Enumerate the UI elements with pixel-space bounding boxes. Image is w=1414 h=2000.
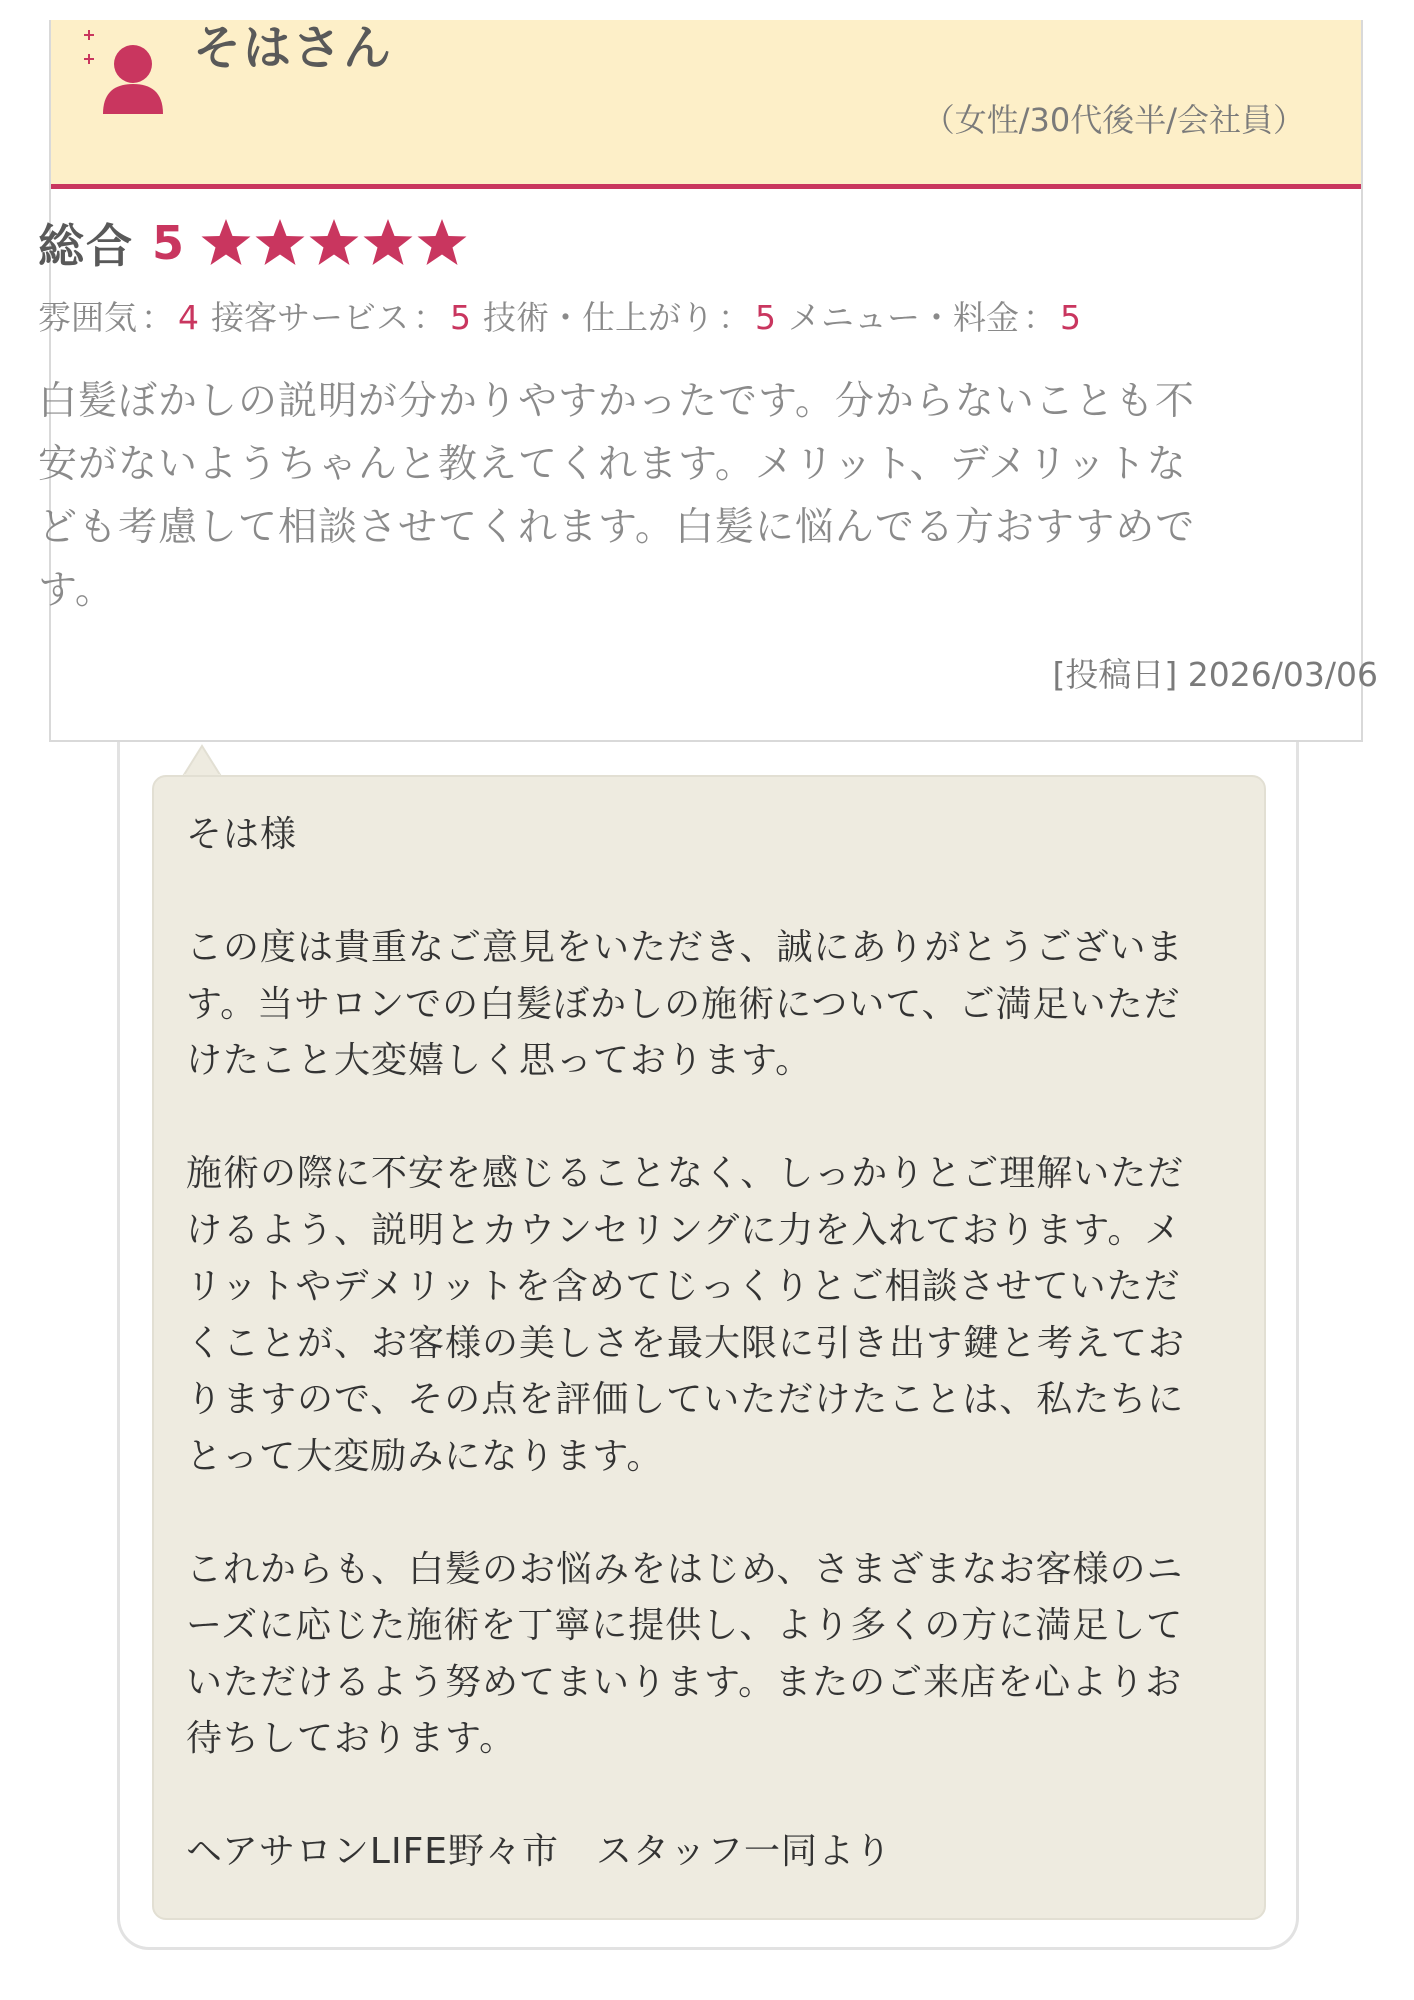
reviewer-name: そはさん	[193, 20, 394, 76]
reply-text	[186, 807, 1226, 1881]
sub-rating-separator: ：	[1023, 298, 1056, 337]
user-avatar-icon	[83, 26, 173, 116]
sub-rating-label: 技術・仕上がり	[483, 298, 714, 337]
overall-label: 総合	[38, 219, 134, 273]
sub-rating-separator: ：	[718, 298, 751, 337]
reviewer-header	[51, 20, 1361, 189]
sub-rating-value: 5	[450, 298, 471, 337]
star-icon	[254, 217, 306, 269]
reply-salutation: そは様	[186, 814, 298, 855]
star-icon	[308, 217, 360, 269]
sub-rating-separator: ：	[413, 298, 446, 337]
star-icon	[200, 217, 252, 269]
sub-rating-label: メニュー・料金	[788, 298, 1019, 337]
star-icon	[362, 217, 414, 269]
reply-paragraph: これからも、白髪のお悩みをはじめ、さまざまなお客様のニ ーズに応じた施術を丁寧に提供し、より多くの方に満足して いただけるよう努めてまいります。またのご来店を心よりお 待ちしております。	[186, 1548, 1184, 1759]
review-text: 白髪ぼかしの説明が分かりやすかったです。分からないことも不 安がないようちゃんと教えてくれます。メリット、デメリットな ども考慮して相談させてくれます。白髪に悩んでる方おすすめで す。	[38, 379, 1196, 613]
star-icon	[416, 217, 468, 269]
star-rating	[200, 217, 470, 269]
overall-score: 5	[152, 216, 185, 270]
sub-ratings	[38, 296, 1093, 340]
sub-rating-value: 5	[1060, 298, 1081, 337]
reviewer-profile: （女性/30代後半/会社員）	[922, 101, 1305, 139]
sub-rating-value: 4	[178, 298, 199, 337]
sub-rating-label: 接客サービス	[211, 298, 409, 337]
post-date: [投稿日] 2026/03/06	[1052, 655, 1378, 694]
sub-rating-label: 雰囲気	[38, 298, 137, 337]
reply-signature: ヘアサロンLIFE野々市 スタッフ一同より	[186, 1831, 893, 1872]
speech-bubble-tail	[182, 744, 222, 778]
overall-rating	[38, 208, 470, 278]
sub-rating-value: 5	[755, 298, 776, 337]
sub-rating-separator: ：	[141, 298, 174, 337]
reply-paragraph: 施術の際に不安を感じることなく、しっかりとご理解いただ けるよう、説明とカウンセリングに力を入れております。メ リットやデメリットを含めてじっくりとご相談させていただ くことが、お客様の美しさを最大限に引き出す鍵と考えてお りますので、その点を評価していただけたことは、私たちに とって大変励みになります。	[186, 1153, 1186, 1477]
reply-paragraph: この度は貴重なご意見をいただき、誠にありがとうございま す。当サロンでの白髪ぼかしの施術について、ご満足いただ けたこと大変嬉しく思っております。	[186, 927, 1184, 1081]
